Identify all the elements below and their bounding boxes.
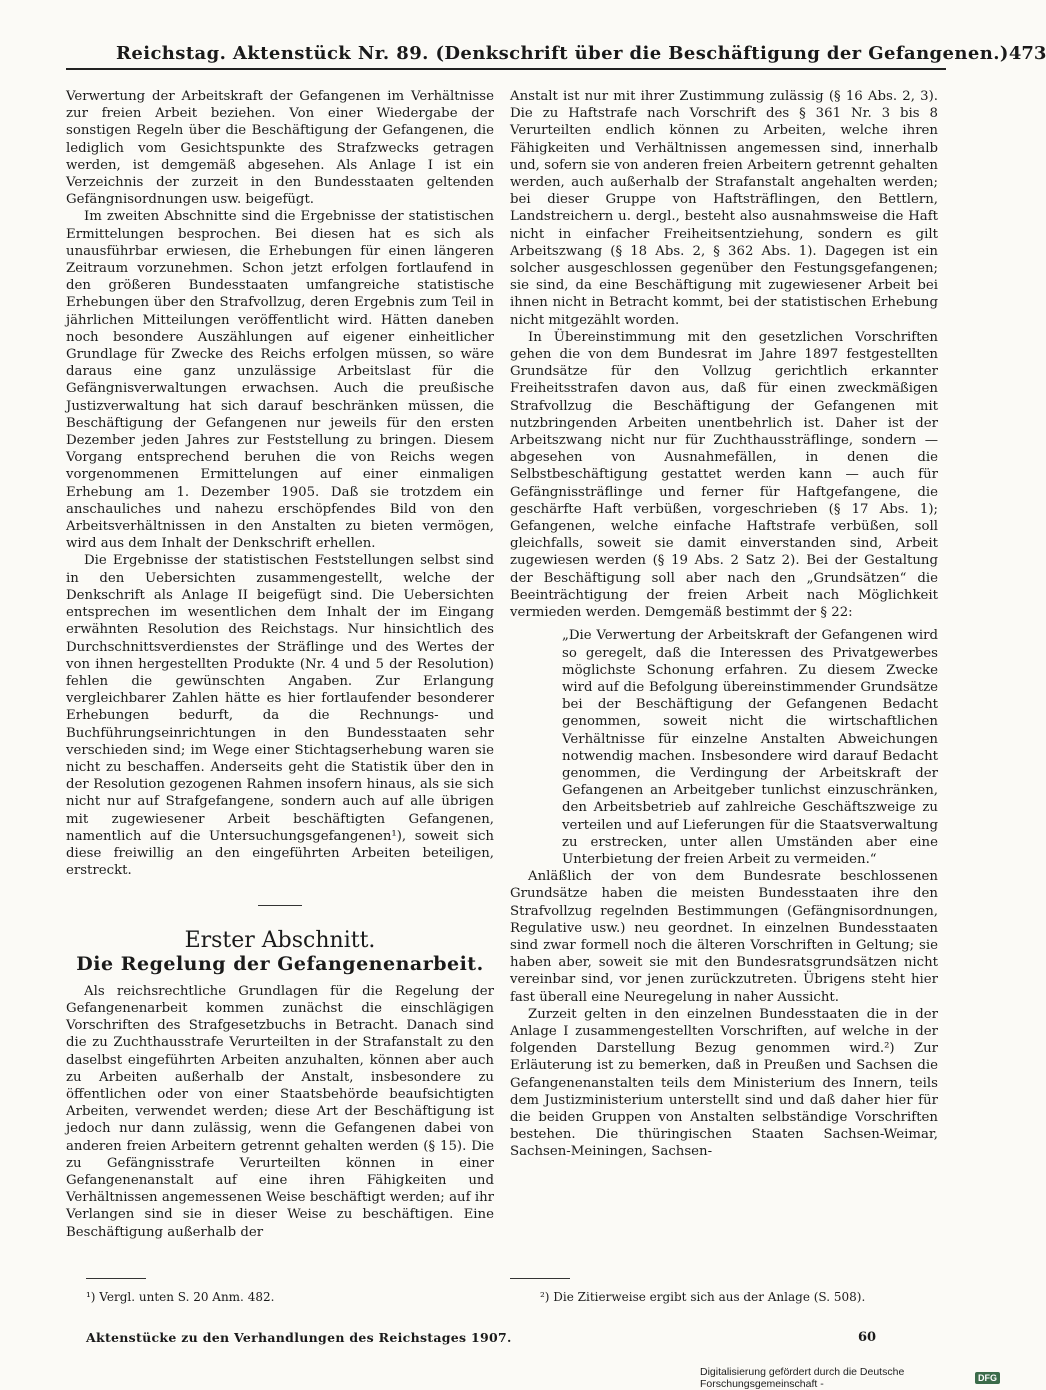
sheet-number: 60 [858, 1330, 877, 1345]
running-title: Reichstag. Aktenstück Nr. 89. (Denkschrift über die Beschäftigung der Gefangenen.) [116, 43, 1009, 64]
right-paragraph-1: Anstalt ist nur mit ihrer Zustimmung zulässig (§ 16 Abs. 2, 3). Die zu Haftstrafe nach Vorschrift des § 361 Nr. 3 bis 8 Verurteilten endlich können zu Arbeiten, welche ihren Fähigkeiten und Verhältnissen angemessen sind, innerhalb und, sofern sie von anderen freien Arbeitern getrennt gehalten werden, auch außerhalb der Strafanstalt angehalten werden; bei dieser Gruppe von Haftsträflingen, den Bettlern, Landstreichern u. dergl., besteht also ausnahmsweise die Haft nicht in einfacher Freiheitsentziehung, sondern es gilt Arbeitszwang (§ 18 Abs. 2, § 362 Abs. 1). Dagegen ist ein solcher ausgeschlossen gegenüber den Festungsgefangenen; sie sind, da eine Beschäftigung mit zugewiesener Arbeit bei ihnen nicht in Betracht kommt, bei der statistischen Erhebung nicht mitgezählt worden. [510, 89, 938, 328]
dfg-logo: DFG [975, 1372, 1000, 1384]
digitization-credit [700, 1366, 1000, 1390]
section-heading: Erster Abschnitt. [184, 928, 376, 954]
footnote-rule-left [86, 1278, 146, 1279]
footnote-right: ²) Die Zitierweise ergibt sich aus der Anlage (S. 508). [540, 1290, 866, 1304]
credit-text: Digitalisierung gefördert durch die Deutsche Forschungsgemeinschaft - [700, 1366, 905, 1390]
page-header [66, 34, 1046, 70]
section-divider [258, 905, 302, 906]
right-paragraph-4: Zurzeit gelten in den einzelnen Bundesstaaten die in der Anlage I zusammengestellten Vorschriften, auf welche in der folgenden Darstellung Bezug genommen wird.²) Zur Erläuterung ist zu bemerken, daß in Preußen und Sachsen die Gefangenenanstalten teils dem Ministerium des Innern, teils dem Justizministerium unterstellt sind und daß daher hier für die beiden Gruppen von Anstalten selbständige Vorschriften bestehen. Die thüringischen Staaten Sachsen-Weimar, Sachsen-Meiningen, Sachsen- [510, 1006, 938, 1160]
left-paragraph-3: Die Ergebnisse der statistischen Feststellungen selbst sind in den Uebersichten zusammengestellt, welche der Denkschrift als Anlage II beigefügt sind. Die Uebersichten entsprechen im wesentlichen dem Inhalt der im Eingang erwähnten Resolution des Reichstags. Nur hinsichtlich des Durchschnittsverdienstes der Sträflinge und des Wertes der von ihnen hergestellten Produkte (Nr. 4 und 5 der Resolution) fehlen die gewünschten Angaben. Zur Erlangung vergleichbarer Zahlen hätte es hier fortlaufender besonderer Erhebungen bedurft, da die Rechnungs- und Buchführungseinrichtungen in den Bundesstaaten sehr verschieden sind; im Wege einer Stichtagserhebung waren sie nicht zu beschaffen. Anderseits geht die Statistik über den in der Resolution gezogenen Rahmen insofern hinaus, als sie sich nicht nur auf Strafgefangene, sondern auch auf alle übrigen mit zugewiesener Arbeit beschäftigten Gefangenen, namentlich auf die Untersuchungsgefangenen¹), soweit sich diese freiwillig an den eingeführten Arbeiten beteiligen, erstreckt. [66, 553, 494, 879]
left-paragraph-1: Verwertung der Arbeitskraft der Gefangenen im Verhältnisse zur freien Arbeit beziehen. Von einer Wiedergabe der sonstigen Regeln über die Beschäftigung der Gefangenen, die lediglich vom Gesichtspunkte des Strafzwecks getragen werden, ist demgemäß abgesehen. Als Anlage I ist ein Verzeichnis der zurzeit in den Bundesstaaten geltenden Gefängnisordnungen usw. beigefügt. [66, 89, 494, 208]
left-column [66, 88, 494, 1241]
right-paragraph-3: Anläßlich der von dem Bundesrate beschlossenen Grundsätze haben die meisten Bundesstaaten ihre den Strafvollzug regelnden Bestimmungen (Gefängnisordnungen, Regulative usw.) neu geordnet. In einzelnen Bundesstaaten sind zwar formell noch die älteren Vorschriften in Geltung; sie haben aber, soweit sie mit den Bundesratsgrundsätzen nicht vereinbar sind, vor jenen zurückzutreten. Übrigens steht hier fast überall eine Neuregelung in naher Aussicht. [510, 869, 938, 1005]
left-paragraph-2: Im zweiten Abschnitte sind die Ergebnisse der statistischen Ermittelungen besprochen. Bei diesen hat es sich als unausführbar erwiesen, die Erhebungen für einen längeren Zeitraum vorzunehmen. Schon jetzt erfolgen fortlaufend in den größeren Bundesstaaten umfangreiche statistische Erhebungen über den Strafvollzug, deren Ergebnis zum Teil in jährlichen Mitteilungen veröffentlicht wird. Hätten daneben noch besondere Auszählungen auf eigener einheitlicher Grundlage für Zwecke des Reichs erfolgen müssen, so wäre daraus eine ganz unzulässige Arbeitslast für die Gefängnisverwaltungen erwachsen. Auch die preußische Justizverwaltung hat sich darauf beschränken müssen, die Beschäftigung der Gefangenen nur jeweils für den ersten Dezember jeden Jahres zur Feststellung zu bringen. Diesem Vorgang entsprechend beruhen die von Reichs wegen vorgenommenen Ermittelungen auf einer einmaligen Erhebung am 1. Dezember 1905. Daß sie trotzdem ein anschauliches und nahezu erschöpfendes Bild von den Arbeitsverhältnissen in den Anstalten zu bieten vermögen, wird aus dem Inhalt der Denkschrift erhellen. [66, 209, 494, 552]
right-column [510, 88, 938, 1161]
section-subheading: Die Regelung der Gefangenenarbeit. [76, 952, 484, 975]
section-paragraph: Als reichsrechtliche Grundlagen für die Regelung der Gefangenenarbeit kommen zunächst die einschlägigen Vorschriften des Strafgesetzbuchs in Betracht. Danach sind die zu Zuchthausstrafe Verurteilten in der Strafanstalt zu den daselbst eingeführten Arbeiten anzuhalten, können aber auch zu Arbeiten außerhalb der Anstalt, insbesondere zu öffentlichen oder von einer Staatsbehörde beaufsichtigten Arbeiten, verwendet werden; diese Art der Beschäftigung ist jedoch nur dann zulässig, wenn die Gefangenen dabei von anderen freien Arbeitern getrennt gehalten werden (§ 15). Die zu Gefängnisstrafe Verurteilten können in einer Gefangenenanstalt auf eine ihren Fähigkeiten und Verhältnissen angemessenen Weise beschäftigt werden; auf ihr Verlangen sind sie in dieser Weise zu beschäftigen. Eine Beschäftigung außerhalb der [66, 983, 494, 1240]
right-paragraph-2: In Übereinstimmung mit den gesetzlichen Vorschriften gehen die von dem Bundesrat im Jahre 1897 festgestellten Grundsätze für den Vollzug gerichtlich erkannter Freiheitsstrafen davon aus, daß für einen zweckmäßigen Strafvollzug die Beschäftigung der Gefangenen mit nutzbringenden Arbeiten unentbehrlich ist. Daher ist der Arbeitszwang nicht nur für Zuchthaussträflinge, sondern — abgesehen von Ausnahmefällen, in denen die Selbstbeschäftigung gestattet werden kann — auch für Gefängnissträflinge und ferner für Haftgefangene, die geschärfte Haft verbüßen, vorgeschrieben (§ 17 Abs. 1); Gefangenen, welche einfache Haftstrafe verbüßen, soll gleichfalls, soweit sie damit einverstanden sind, Arbeit zugewiesen werden (§ 19 Abs. 2 Satz 2). Bei der Gestaltung der Beschäftigung soll aber nach den „Grundsätzen“ die Beeinträchtigung der freien Arbeit nach Möglichkeit vermieden werden. Demgemäß bestimmt der § 22: [510, 329, 938, 621]
publication-line: Aktenstücke zu den Verhandlungen des Reichstages 1907. [86, 1330, 512, 1345]
footnote-left: ¹) Vergl. unten S. 20 Anm. 482. [86, 1290, 275, 1304]
quoted-regulation: „Die Verwertung der Arbeitskraft der Gefangenen wird so geregelt, daß die Interessen des Privatgewerbes möglichste Schonung erfahren. Zu diesem Zwecke wird auf die Befolgung übereinstimmender Grundsätze bei der Beschäftigung der Gefangenen Bedacht genommen, soweit nicht die wirtschaftlichen Verhältnisse für einzelne Anstalten Abweichungen notwendig machen. Insbesondere wird darauf Bedacht genommen, die Verdingung der Arbeitskraft der Gefangenen an Arbeitgeber tunlichst einzuschränken, den Arbeitsbetrieb auf zahlreiche Geschäftszweige zu verteilen und auf Lieferungen für die Staatsverwaltung zu erstrecken, unter allen Umständen aber eine Unterbietung der freien Arbeit zu vermeiden.“ [562, 628, 938, 867]
page-number: 473 [1008, 43, 1046, 64]
footnote-rule-right [510, 1278, 570, 1279]
